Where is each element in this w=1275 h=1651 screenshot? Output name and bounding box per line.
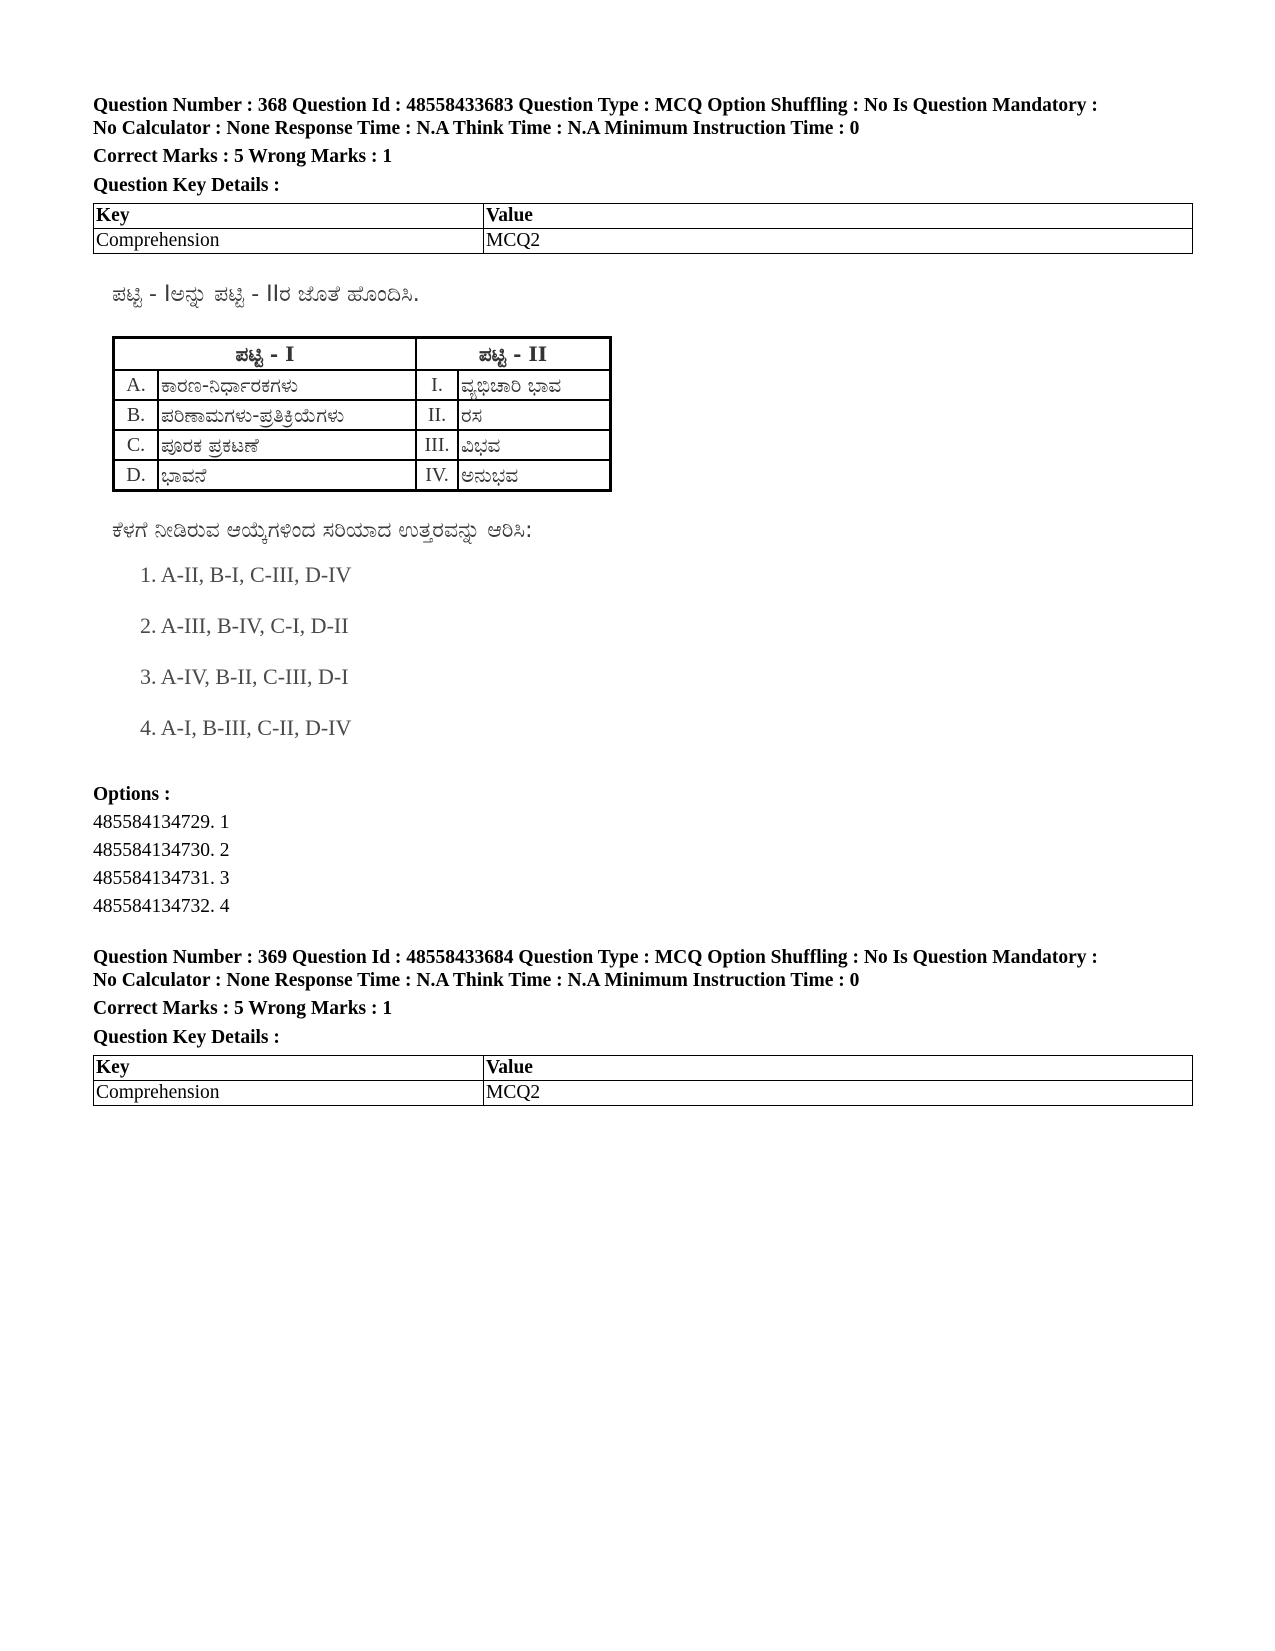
option-item: 485584134731. 3: [93, 868, 230, 889]
list2-text: ಅನುಭವ: [458, 460, 611, 491]
option-item: 485584134729. 1: [93, 812, 230, 833]
key-header-cell: Key: [94, 1056, 484, 1081]
key-details-table: [93, 1055, 1193, 1106]
list1-label: B.: [114, 400, 159, 430]
value-cell: MCQ2: [484, 229, 1193, 254]
key-details-label: Question Key Details :: [93, 175, 280, 196]
list1-text: ಕಾರಣ-ನಿರ್ಧಾರಕಗಳು: [158, 370, 416, 400]
list1-label: D.: [114, 460, 159, 491]
question-368-block: [93, 94, 1193, 254]
question-header-line1: Question Number : 368 Question Id : 48558433683 Question Type : MCQ Option Shuffling : No Is Question Mandatory :: [93, 95, 1098, 116]
value-header-cell: Value: [484, 1056, 1193, 1081]
list1-text: ಪರಿಣಾಮಗಳು-ಪ್ರತಿಕ್ರಿಯೆಗಳು: [158, 400, 416, 430]
list2-text: ರಸ: [458, 400, 611, 430]
list2-label: III.: [416, 430, 458, 460]
list1-text: ಭಾವನೆ: [158, 460, 416, 491]
key-cell: Comprehension: [94, 229, 484, 254]
key-header-cell: Key: [94, 204, 484, 229]
list2-header: ಪಟ್ಟಿ - II: [416, 338, 611, 371]
table-row: [94, 1081, 1193, 1106]
list1-text: ಪೂರಕ ಪ್ರಕಟಣೆ: [158, 430, 416, 460]
choice-1: 1. A-II, B-I, C-III, D-IV: [140, 562, 352, 587]
list2-label: II.: [416, 400, 458, 430]
choice-4: 4. A-I, B-III, C-II, D-IV: [140, 715, 352, 740]
question-header-line1: Question Number : 369 Question Id : 48558433684 Question Type : MCQ Option Shuffling : No Is Question Mandatory :: [93, 947, 1098, 968]
table-row: [114, 370, 611, 400]
value-cell: MCQ2: [484, 1081, 1193, 1106]
choice-3: 3. A-IV, B-II, C-III, D-I: [140, 664, 349, 689]
question-369-block: [93, 946, 1193, 1106]
table-row: [114, 460, 611, 491]
value-header-cell: Value: [484, 204, 1193, 229]
option-item: 485584134732. 4: [93, 896, 230, 917]
list2-text: ವಿಭವ: [458, 430, 611, 460]
table-row: [114, 338, 611, 371]
list1-header: ಪಟ್ಟಿ - I: [114, 338, 417, 371]
list1-label: A.: [114, 370, 159, 400]
options-label: Options :: [93, 784, 171, 805]
choice-2: 2. A-III, B-IV, C-I, D-II: [140, 613, 349, 638]
key-cell: Comprehension: [94, 1081, 484, 1106]
question-header-line2: No Calculator : None Response Time : N.A Think Time : N.A Minimum Instruction Time : 0: [93, 118, 860, 139]
list2-label: IV.: [416, 460, 458, 491]
table-row: [114, 400, 611, 430]
list2-text: ವ್ಯಭಿಚಾರಿ ಭಾವ: [458, 370, 611, 400]
marks-line: Correct Marks : 5 Wrong Marks : 1: [93, 998, 393, 1019]
table-row: [94, 204, 1193, 229]
table-row: [94, 229, 1193, 254]
option-item: 485584134730. 2: [93, 840, 230, 861]
choose-instruction: ಕೆಳಗೆ ನೀಡಿರುವ ಆಯ್ಕೆಗಳಿಂದ ಸರಿಯಾದ ಉತ್ತರವನ್ನು ಆರಿಸಿ:: [112, 518, 533, 543]
table-row: [94, 1056, 1193, 1081]
question-image: [110, 282, 750, 762]
marks-line: Correct Marks : 5 Wrong Marks : 1: [93, 146, 393, 167]
match-instruction: ಪಟ್ಟಿ - Iಅನ್ನು ಪಟ್ಟಿ - IIರ ಜೊತೆ ಹೊಂದಿಸಿ.: [112, 282, 420, 307]
key-details-label: Question Key Details :: [93, 1027, 280, 1048]
list2-label: I.: [416, 370, 458, 400]
key-details-table: [93, 203, 1193, 254]
table-row: [114, 430, 611, 460]
list1-label: C.: [114, 430, 159, 460]
match-table: [112, 336, 612, 492]
question-header-line2: No Calculator : None Response Time : N.A Think Time : N.A Minimum Instruction Time : 0: [93, 970, 860, 991]
